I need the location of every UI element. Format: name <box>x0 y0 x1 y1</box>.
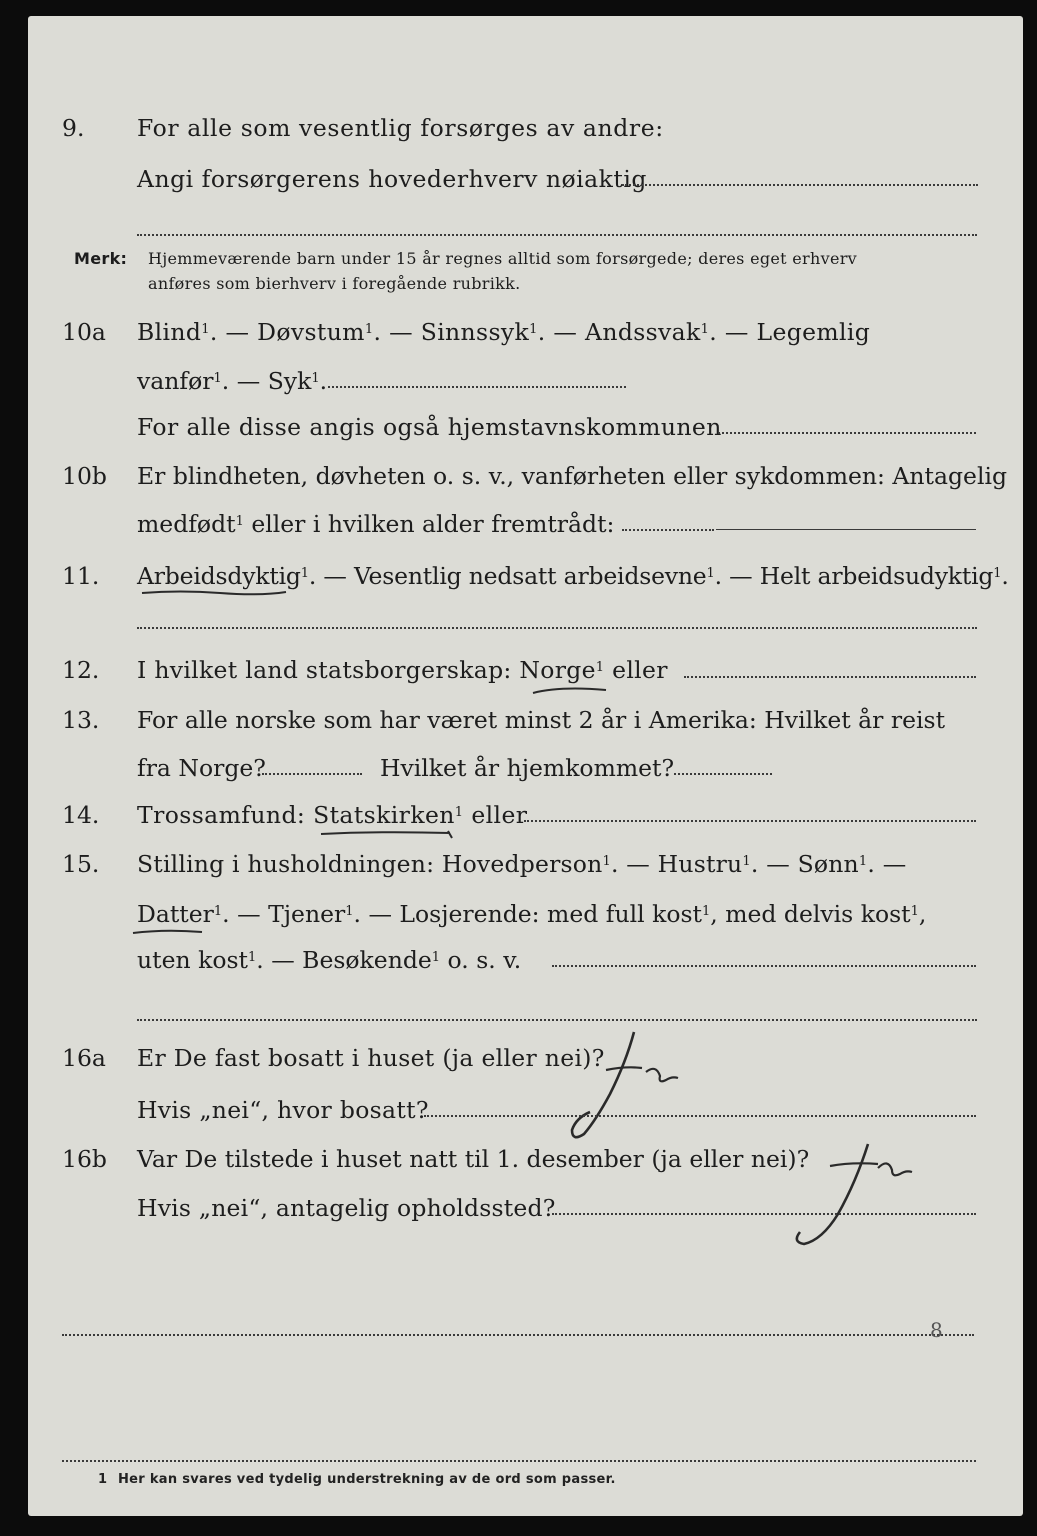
q12-number: 12. <box>62 656 100 684</box>
q10a-answer-field[interactable] <box>328 386 626 388</box>
margin-mark: 8 <box>930 1318 943 1342</box>
q10a-hometown-field[interactable] <box>718 432 976 434</box>
q11-underline-mark <box>140 586 290 598</box>
q16a-line1: Er De fast bosatt i huset (ja eller nei)? <box>137 1044 605 1072</box>
q15-answer-field-2[interactable] <box>137 1019 977 1021</box>
q9-answer-field[interactable] <box>622 184 978 186</box>
q11-number: 11. <box>62 562 100 590</box>
q9-number: 9. <box>62 114 85 142</box>
q11-line1: Arbeidsdyktig$^1$. — Vesentlig nedsatt arbeidsevne$^1$. — Helt arbeidsudyktig$^1$. <box>137 562 1009 590</box>
q15-line2: Datter$^1$. — Tjener$^1$. — Losjerende: med full kost$^1$, med delvis kost$^1$, <box>137 900 927 928</box>
q15-answer-field[interactable] <box>552 965 976 967</box>
q16b-line1: Var De tilstede i huset natt til 1. desember (ja eller nei)? <box>137 1145 810 1173</box>
footnote-text: Her kan svares ved tydelig understrekning av de ord som passer. <box>118 1472 616 1487</box>
q10b-line2: medfødt$^1$ eller i hvilken alder fremtrådt: <box>137 510 615 538</box>
q14-answer-field[interactable] <box>524 820 976 822</box>
q15-underline-mark <box>130 926 210 938</box>
q16b-number: 16b <box>62 1145 107 1173</box>
q10b-number: 10b <box>62 462 107 490</box>
q15-line1: Stilling i husholdningen: Hovedperson$^1$. — Hustru$^1$. — Sønn$^1$. — <box>137 850 907 878</box>
q15-number: 15. <box>62 850 100 878</box>
q16a-address-field[interactable] <box>424 1115 976 1117</box>
merk-line2: anføres som bierhverv i foregående rubrikk. <box>148 274 521 293</box>
q16b-line2: Hvis „nei“, antagelig opholdssted? <box>137 1194 556 1222</box>
q14-underline-mark <box>318 826 458 840</box>
q13-line1: For alle norske som har været minst 2 år i Amerika: Hvilket år reist <box>137 706 946 734</box>
blank-line-1[interactable] <box>62 1334 974 1336</box>
q10b-line1: Er blindheten, døvheten o. s. v., vanførheten eller sykdommen: Antagelig <box>137 462 1008 490</box>
q16a-handwritten-answer <box>566 1022 686 1152</box>
q10a-line1: Blind$^1$. — Døvstum$^1$. — Sinnssyk$^1$. — Andssvak$^1$. — Legemlig <box>137 318 871 346</box>
q16a-number: 16a <box>62 1044 106 1072</box>
q13-return-field[interactable] <box>674 773 772 775</box>
merk-line1: Hjemmeværende barn under 15 år regnes alltid som forsørgede; deres eget erhverv <box>148 249 857 268</box>
q12-line1: I hvilket land statsborgerskap: Norge$^1$ eller <box>137 656 668 684</box>
q9-line2: Angi forsørgerens hovederhverv nøiaktig <box>137 165 647 193</box>
q13-departure-field[interactable] <box>262 773 362 775</box>
q16a-line2: Hvis „nei“, hvor bosatt? <box>137 1096 429 1124</box>
q16b-location-field[interactable] <box>552 1213 976 1215</box>
q13-number: 13. <box>62 706 100 734</box>
q10b-answer-line[interactable] <box>716 529 976 530</box>
q9-answer-field-2[interactable] <box>137 234 977 236</box>
blank-line-2[interactable] <box>62 1460 976 1462</box>
q10b-answer-field[interactable] <box>622 529 714 531</box>
q10a-line3: For alle disse angis også hjemstavnskommunen <box>137 413 722 441</box>
footnote-mark: 1 <box>98 1472 108 1487</box>
q16b-handwritten-answer <box>760 1138 920 1258</box>
q14-line1: Trossamfund: Statskirken$^1$ eller <box>137 801 528 829</box>
q11-answer-field[interactable] <box>137 627 977 629</box>
q14-number: 14. <box>62 801 100 829</box>
q10a-number: 10a <box>62 318 106 346</box>
merk-label: Merk: <box>74 249 128 268</box>
q9-line1: For alle som vesentlig forsørges av andre: <box>137 114 664 142</box>
q10a-line2: vanfør$^1$. — Syk$^1$. <box>137 367 328 395</box>
q15-line3: uten kost$^1$. — Besøkende$^1$ o. s. v. <box>137 946 522 974</box>
q12-underline-mark <box>530 684 610 698</box>
q13-line2a: fra Norge? <box>137 754 266 782</box>
q13-line2b: Hvilket år hjemkommet? <box>380 754 675 782</box>
q12-answer-field[interactable] <box>684 676 976 678</box>
